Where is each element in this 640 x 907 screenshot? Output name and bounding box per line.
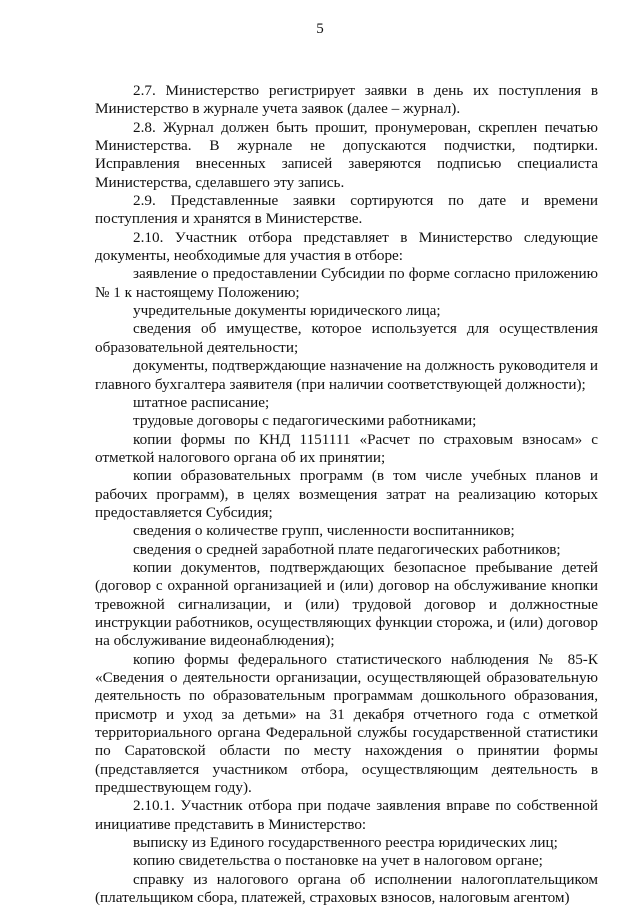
list-item: копии документов, подтверждающих безопасное пребывание детей (договор с охранной организацией и (или) договор на обслуживание кнопки тревожной сигнализации, и (или) трудовой договор и должностные инструкции работников, осуществляющих функции сторожа, и (или) договор на обслуживание видеонаблюдения); bbox=[95, 558, 598, 650]
paragraph-2-10: 2.10. Участник отбора представляет в Министерство следующие документы, необходимые для участия в отборе: bbox=[95, 228, 598, 265]
paragraph-2-9: 2.9. Представленные заявки сортируются по дате и времени поступления и хранятся в Министерстве. bbox=[95, 192, 598, 228]
list-item: трудовые договоры с педагогическими работниками; bbox=[133, 412, 477, 430]
list-item: документы, подтверждающие назначение на должность руководителя и главного бухгалтера заявителя (при наличии соответствующей должности); bbox=[95, 357, 598, 393]
paragraph-2-10-1: 2.10.1. Участник отбора при подаче заявления вправе по собственной инициативе представить в Министерство: bbox=[95, 797, 598, 833]
list-item: учредительные документы юридического лица; bbox=[133, 302, 441, 320]
list-item: выписку из Единого государственного реестра юридических лиц; bbox=[133, 834, 558, 852]
document-body bbox=[95, 82, 598, 907]
page-number: 5 bbox=[316, 21, 324, 37]
paragraph-2-7: 2.7. Министерство регистрирует заявки в день их поступления в Министерство в журнале учета заявок (далее – журнал). bbox=[95, 82, 598, 118]
list-item: сведения о средней заработной плате педагогических работников; bbox=[133, 540, 561, 558]
list-item: заявление о предоставлении Субсидии по форме согласно приложению № 1 к настоящему Положению; bbox=[95, 265, 598, 301]
list-item: справку из налогового органа об исполнении налогоплательщиком (плательщиком сбора, платежей, страховых взносов, налоговым агентом) bbox=[95, 870, 598, 907]
list-item: штатное расписание; bbox=[133, 393, 270, 411]
list-item: копию свидетельства о постановке на учет в налоговом органе; bbox=[133, 852, 543, 870]
list-item: копию формы федерального статистического наблюдения № 85-К «Сведения о деятельности организации, осуществляющей образовательную деятельность по образовательным программам дошкольного образования, присмотр и уход за детьми» на 31 декабря отчетного года с отметкой территориального органа Федеральной службы государственной статистики по Саратовской области по месту нахождения о принятии формы (представляется участником отбора, осуществляющим деятельность в предшествующем году). bbox=[95, 650, 598, 797]
list-item: копии формы по КНД 1151111 «Расчет по страховым взносам» с отметкой налогового органа об их принятии; bbox=[95, 430, 598, 466]
paragraph-2-8: 2.8. Журнал должен быть прошит, пронумерован, скреплен печатью Министерства. В журнале не допускаются подчистки, подтирки. Исправления внесенных записей заверяются подписью специалиста Министерства, сделавшего эту запись. bbox=[95, 118, 598, 191]
list-item: сведения об имуществе, которое используется для осуществления образовательной деятельности; bbox=[95, 320, 598, 356]
list-item: сведения о количестве групп, численности воспитанников; bbox=[133, 522, 515, 540]
list-item: копии образовательных программ (в том числе учебных планов и рабочих программ), в целях возмещения затрат на реализацию которых предоставляется Субсидия; bbox=[95, 467, 598, 521]
